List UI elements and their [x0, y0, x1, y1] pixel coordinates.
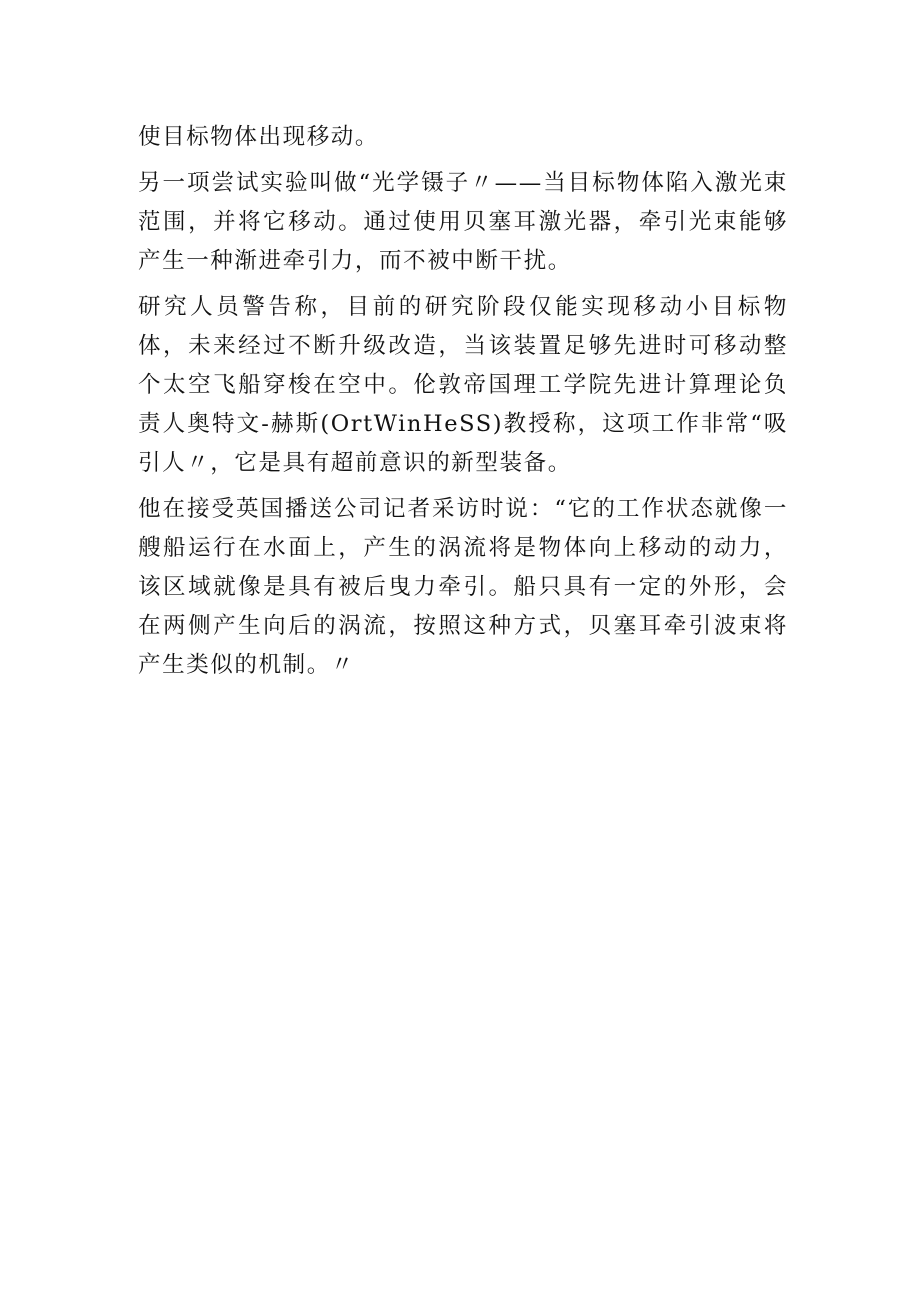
- paragraph-2: 另一项尝试实验叫做“光学镊子〃——当目标物体陷入激光束范围，并将它移动。通过使用贝塞耳激光器，牵引光束能够产生一种渐进牵引力，而不被中断干扰。: [138, 170, 788, 274]
- paragraph-1: 使目标物体出现移动。: [138, 124, 380, 150]
- paragraph-3: 研究人员警告称，目前的研究阶段仅能实现移动小目标物体，未来经过不断升级改造，当该装置足够先进时可移动整个太空飞船穿梭在空中。伦敦帝国理工学院先进计算理论负责人奥特文-赫斯(OrtWinHeSS)教授称，这项工作非常“吸引人〃，它是具有超前意识的新型装备。: [138, 294, 788, 476]
- paragraph-4: 他在接受英国播送公司记者采访时说：“它的工作状态就像一艘船运行在水面上，产生的涡流将是物体向上移动的动力，该区域就像是具有被后曳力牵引。船只具有一定的外形，会在两侧产生向后的涡流，按照这种方式，贝塞耳牵引波束将产生类似的机制。〃: [138, 496, 788, 678]
- document-body: [138, 118, 788, 692]
